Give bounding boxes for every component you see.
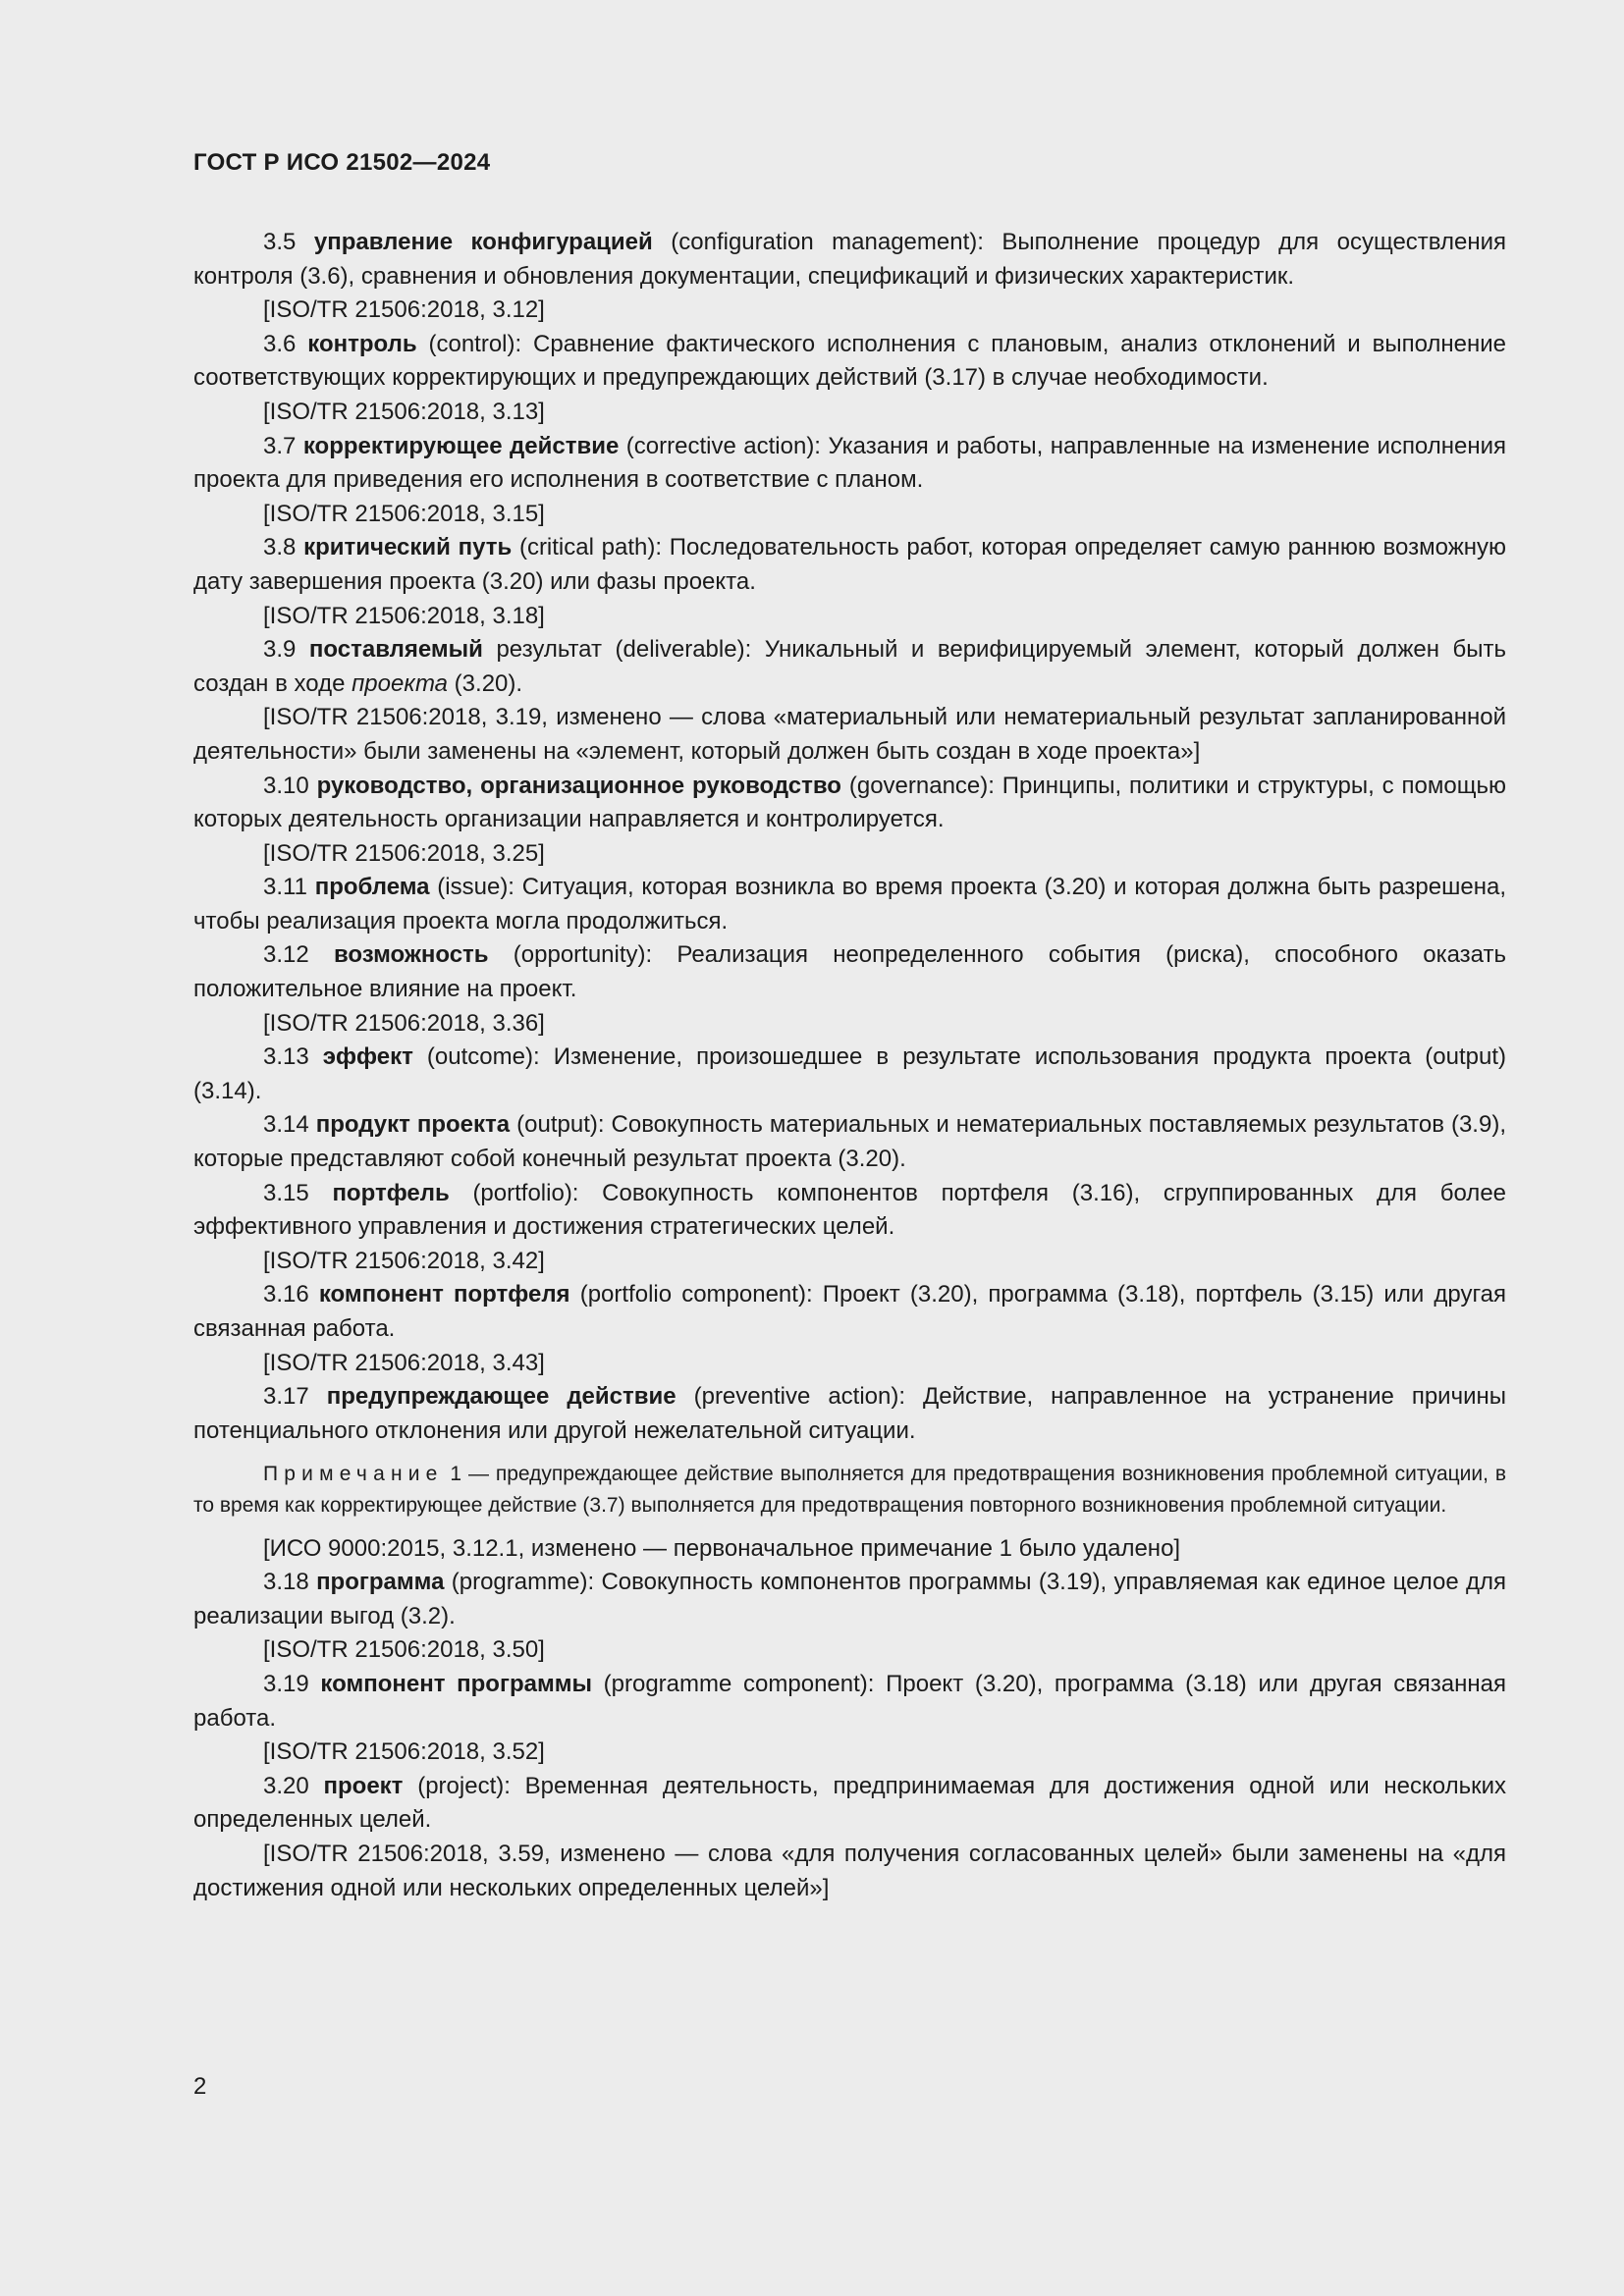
entry-3-18: 3.18 программа (programme): Совокупность компонентов программы (3.19), управляемая как единое целое для реализации выгод (3.2). bbox=[193, 1569, 1507, 1629]
source-ref: [ISO/TR 21506:2018, 3.15] bbox=[263, 500, 545, 527]
entry-3-20: 3.20 проект (project): Временная деятельность, предпринимаемая для достижения одной или нескольких определенных целей. bbox=[193, 1772, 1507, 1834]
term: эффект bbox=[322, 1043, 413, 1071]
entry-3-13: 3.13 эффект (outcome): Изменение, произошедшее в результате использования продукта проекта (output) (3.14). bbox=[193, 1043, 1506, 1104]
document-body bbox=[193, 226, 1506, 1905]
entry-3-8: 3.8 критический путь (critical path): Последовательность работ, которая определяет самую раннюю возможную дату завершения проекта (3.20) или фазы проекта. bbox=[193, 534, 1507, 595]
source-ref: [ISO/TR 21506:2018, 3.12] bbox=[263, 296, 545, 324]
source-ref: [ISO/TR 21506:2018, 3.42] bbox=[263, 1247, 545, 1274]
term: поставляемый bbox=[308, 636, 483, 664]
term: управление конфигурацией bbox=[313, 229, 653, 255]
source-ref: [ISO/TR 21506:2018, 3.19, изменено — слова «материальный или нематериальный результат запланированной деятельности» были заменены на «элемент, который должен быть создан в ходе проекта»] bbox=[193, 704, 1506, 765]
entry-3-12: 3.12 возможность (opportunity): Реализация неопределенного события (риска), способного оказать положительное влияние на проект. bbox=[193, 941, 1506, 1003]
entry-3-10: 3.10 руководство, организационное руководство (governance): Принципы, политики и структуры, с помощью которых деятельность организации направляется и контролируется. bbox=[193, 772, 1506, 833]
term: программа bbox=[316, 1569, 445, 1596]
entry-3-16: 3.16 компонент портфеля (portfolio component): Проект (3.20), программа (3.18), портфель (3.15) или другая связанная работа. bbox=[193, 1281, 1507, 1342]
term: руководство, организационное руководство bbox=[316, 772, 841, 799]
entry-3-6: 3.6 контроль (control): Сравнение фактического исполнения с плановым, анализ отклонений и выполнение соответствующих корректирующих и предупреждающих действий (3.17) в случае необходимости. bbox=[193, 330, 1506, 392]
entry-3-9: 3.9 поставляемый результат (deliverable): Уникальный и верифицируемый элемент, который должен быть создан в ходе проекта (3.20). bbox=[193, 636, 1506, 697]
entry-3-15: 3.15 портфель (portfolio): Совокупность компонентов портфеля (3.16), сгруппированных для более эффективного управления и достижения стратегических целей. bbox=[193, 1179, 1507, 1241]
document-header: ГОСТ Р ИСО 21502—2024 bbox=[193, 149, 491, 176]
source-ref: [ISO/TR 21506:2018, 3.25] bbox=[263, 839, 545, 867]
term: критический путь bbox=[303, 534, 513, 561]
term: компонент программы bbox=[320, 1670, 592, 1697]
entry-3-19: 3.19 компонент программы (programme component): Проект (3.20), программа (3.18) или другая связанная работа. bbox=[193, 1670, 1506, 1732]
source-ref: [ISO/TR 21506:2018, 3.59, изменено — слова «для получения согласованных целей» были заменены на «для достижения одной или нескольких определенных целей»] bbox=[193, 1840, 1506, 1901]
term: контроль bbox=[307, 330, 417, 357]
term: компонент портфеля bbox=[318, 1281, 570, 1308]
term: возможность bbox=[333, 941, 489, 969]
page-number: 2 bbox=[193, 2073, 207, 2100]
term: проект bbox=[323, 1772, 404, 1799]
note: Примечание 1 — предупреждающее действие выполняется для предотвращения возникновения проблемной ситуации, в то время как корректирующее действие (3.7) выполняется для предотвращения повторного возникновения проблемной ситуации. bbox=[193, 1463, 1506, 1517]
entry-3-14: 3.14 продукт проекта (output): Совокупность материальных и нематериальных поставляемых результатов (3.9), которые представляют собой конечный результат проекта (3.20). bbox=[193, 1111, 1506, 1173]
entry-3-5: 3.5 управление конфигурацией (configuration management): Выполнение процедур для осуществления контроля (3.6), сравнения и обновления документации, спецификаций и физических характеристик. bbox=[193, 229, 1506, 290]
source-ref: [ISO/TR 21506:2018, 3.52] bbox=[263, 1738, 545, 1766]
term: корректирующее действие bbox=[302, 432, 620, 459]
entry-3-11: 3.11 проблема (issue): Ситуация, которая возникла во время проекта (3.20) и которая должна быть разрешена, чтобы реализация проекта могла продолжиться. bbox=[193, 874, 1506, 934]
source-ref: [ИСО 9000:2015, 3.12.1, изменено — первоначальное примечание 1 было удалено] bbox=[263, 1534, 1181, 1562]
source-ref: [ISO/TR 21506:2018, 3.18] bbox=[263, 602, 545, 629]
term: продукт проекта bbox=[315, 1111, 511, 1139]
entry-3-17: 3.17 предупреждающее действие (preventive action): Действие, направленное на устранение причины потенциального отклонения или другой нежелательной ситуации. bbox=[193, 1383, 1506, 1444]
source-ref: [ISO/TR 21506:2018, 3.13] bbox=[263, 398, 545, 425]
source-ref: [ISO/TR 21506:2018, 3.36] bbox=[263, 1009, 545, 1037]
term: портфель bbox=[332, 1179, 450, 1206]
note-label: Примечание bbox=[263, 1463, 444, 1486]
term: предупреждающее действие bbox=[326, 1383, 677, 1411]
term: проблема bbox=[314, 874, 430, 901]
entry-3-7: 3.7 корректирующее действие (corrective action): Указания и работы, направленные на изменение исполнения проекта для приведения его исполнения в соответствие с планом. bbox=[193, 432, 1507, 494]
source-ref: [ISO/TR 21506:2018, 3.50] bbox=[263, 1636, 545, 1664]
source-ref: [ISO/TR 21506:2018, 3.43] bbox=[263, 1349, 545, 1376]
